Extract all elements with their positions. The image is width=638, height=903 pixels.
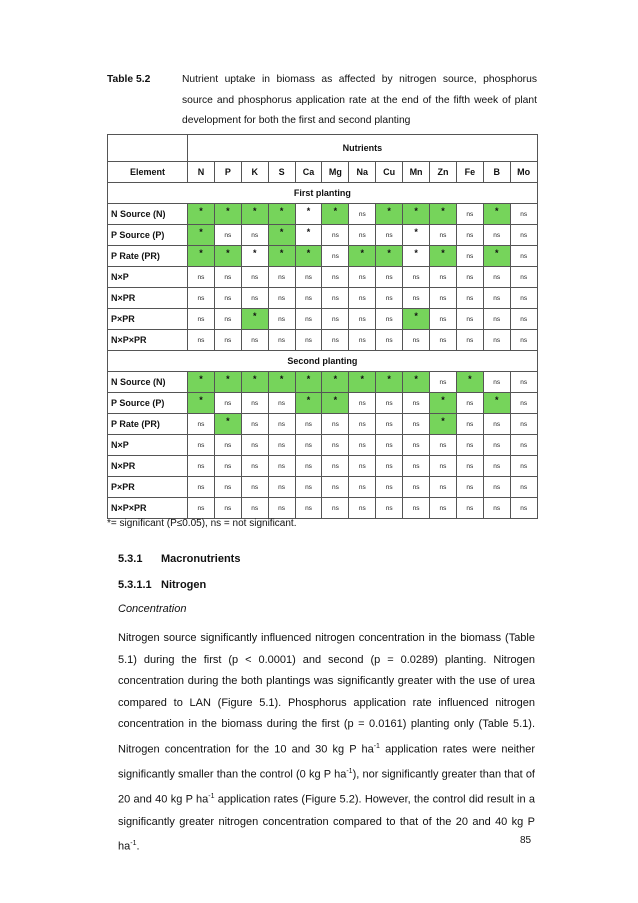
significant-cell: *	[214, 246, 241, 267]
not-significant-cell: ns	[268, 267, 295, 288]
not-significant-cell: ns	[376, 288, 403, 309]
section-number: 5.3.1	[118, 553, 143, 565]
significant-cell: *	[322, 393, 349, 414]
not-significant-cell: ns	[403, 456, 430, 477]
table-row	[108, 393, 538, 414]
significant-cell: *	[349, 246, 376, 267]
significant-cell: *	[295, 225, 322, 246]
column-header-k: K	[241, 162, 268, 183]
row-label: N×P×PR	[108, 330, 188, 351]
not-significant-cell: ns	[322, 225, 349, 246]
significant-cell: *	[188, 393, 215, 414]
page-number: 85	[520, 835, 532, 846]
table-row	[108, 309, 538, 330]
not-significant-cell: ns	[456, 477, 483, 498]
not-significant-cell: ns	[510, 456, 537, 477]
not-significant-cell: ns	[483, 498, 510, 519]
not-significant-cell: ns	[483, 435, 510, 456]
column-header-p: P	[214, 162, 241, 183]
not-significant-cell: ns	[510, 435, 537, 456]
not-significant-cell: ns	[295, 414, 322, 435]
section-title: Nitrogen	[161, 579, 207, 591]
column-header-mn: Mn	[403, 162, 430, 183]
not-significant-cell: ns	[376, 435, 403, 456]
not-significant-cell: ns	[483, 372, 510, 393]
not-significant-cell: ns	[510, 204, 537, 225]
column-header-row	[108, 162, 538, 183]
not-significant-cell: ns	[349, 267, 376, 288]
not-significant-cell: ns	[188, 414, 215, 435]
row-label: N Source (N)	[108, 204, 188, 225]
not-significant-cell: ns	[510, 393, 537, 414]
section-title-row	[108, 183, 538, 204]
not-significant-cell: ns	[268, 309, 295, 330]
column-header-zn: Zn	[430, 162, 457, 183]
nutrient-significance-table	[107, 134, 538, 519]
not-significant-cell: ns	[483, 309, 510, 330]
not-significant-cell: ns	[214, 330, 241, 351]
table-label: Table 5.2	[107, 74, 151, 85]
not-significant-cell: ns	[295, 456, 322, 477]
table-row	[108, 204, 538, 225]
not-significant-cell: ns	[188, 435, 215, 456]
significant-cell: *	[349, 372, 376, 393]
section-title: Second planting	[108, 351, 538, 372]
row-label: N×P	[108, 435, 188, 456]
not-significant-cell: ns	[322, 498, 349, 519]
not-significant-cell: ns	[241, 330, 268, 351]
not-significant-cell: ns	[510, 246, 537, 267]
table-row	[108, 477, 538, 498]
not-significant-cell: ns	[483, 414, 510, 435]
element-header: Element	[108, 162, 188, 183]
not-significant-cell: ns	[456, 204, 483, 225]
table-row	[108, 414, 538, 435]
not-significant-cell: ns	[188, 477, 215, 498]
not-significant-cell: ns	[241, 435, 268, 456]
not-significant-cell: ns	[376, 393, 403, 414]
not-significant-cell: ns	[188, 498, 215, 519]
not-significant-cell: ns	[403, 393, 430, 414]
not-significant-cell: ns	[268, 498, 295, 519]
not-significant-cell: ns	[483, 267, 510, 288]
significant-cell: *	[403, 372, 430, 393]
not-significant-cell: ns	[241, 225, 268, 246]
not-significant-cell: ns	[214, 393, 241, 414]
section-title: Macronutrients	[161, 553, 241, 565]
not-significant-cell: ns	[241, 267, 268, 288]
table-row	[108, 498, 538, 519]
not-significant-cell: ns	[483, 288, 510, 309]
not-significant-cell: ns	[322, 246, 349, 267]
column-header-fe: Fe	[456, 162, 483, 183]
not-significant-cell: ns	[376, 456, 403, 477]
table-caption-text: Nutrient uptake in biomass as affected by nitrogen source, phosphorus source and phosphorus application rate at the end of the fifth week of plant development for both the first and second planting	[182, 74, 537, 126]
significant-cell: *	[188, 246, 215, 267]
section-heading-macronutrients	[118, 553, 240, 565]
not-significant-cell: ns	[349, 456, 376, 477]
column-header-b: B	[483, 162, 510, 183]
row-label: P Rate (PR)	[108, 246, 188, 267]
not-significant-cell: ns	[214, 309, 241, 330]
not-significant-cell: ns	[241, 288, 268, 309]
not-significant-cell: ns	[430, 330, 457, 351]
not-significant-cell: ns	[322, 288, 349, 309]
not-significant-cell: ns	[322, 477, 349, 498]
not-significant-cell: ns	[510, 372, 537, 393]
not-significant-cell: ns	[456, 246, 483, 267]
significant-cell: *	[403, 225, 430, 246]
not-significant-cell: ns	[188, 330, 215, 351]
column-header-mg: Mg	[322, 162, 349, 183]
significant-cell: *	[295, 372, 322, 393]
not-significant-cell: ns	[376, 225, 403, 246]
row-label: P Source (P)	[108, 225, 188, 246]
significant-cell: *	[241, 204, 268, 225]
table-row	[108, 267, 538, 288]
section-title-row	[108, 351, 538, 372]
not-significant-cell: ns	[403, 435, 430, 456]
section-number: 5.3.1.1	[118, 579, 152, 591]
not-significant-cell: ns	[349, 288, 376, 309]
not-significant-cell: ns	[241, 477, 268, 498]
not-significant-cell: ns	[456, 414, 483, 435]
not-significant-cell: ns	[349, 498, 376, 519]
row-label: N×PR	[108, 288, 188, 309]
not-significant-cell: ns	[430, 477, 457, 498]
not-significant-cell: ns	[322, 456, 349, 477]
not-significant-cell: ns	[430, 435, 457, 456]
table-footnote: *= significant (P≤0.05), ns = not significant.	[107, 518, 297, 529]
not-significant-cell: ns	[188, 456, 215, 477]
significant-cell: *	[268, 225, 295, 246]
not-significant-cell: ns	[188, 309, 215, 330]
not-significant-cell: ns	[214, 477, 241, 498]
table-row	[108, 330, 538, 351]
significant-cell: *	[188, 204, 215, 225]
table-row	[108, 225, 538, 246]
row-label: N×P×PR	[108, 498, 188, 519]
not-significant-cell: ns	[510, 225, 537, 246]
table-header-row	[108, 135, 538, 162]
significant-cell: *	[268, 372, 295, 393]
significant-cell: *	[188, 225, 215, 246]
not-significant-cell: ns	[430, 309, 457, 330]
not-significant-cell: ns	[483, 225, 510, 246]
not-significant-cell: ns	[430, 267, 457, 288]
not-significant-cell: ns	[403, 414, 430, 435]
significant-cell: *	[295, 246, 322, 267]
not-significant-cell: ns	[349, 477, 376, 498]
not-significant-cell: ns	[241, 456, 268, 477]
significant-cell: *	[295, 393, 322, 414]
significant-cell: *	[430, 414, 457, 435]
significant-cell: *	[483, 393, 510, 414]
not-significant-cell: ns	[295, 477, 322, 498]
not-significant-cell: ns	[403, 477, 430, 498]
not-significant-cell: ns	[456, 288, 483, 309]
table-row	[108, 456, 538, 477]
row-label: N Source (N)	[108, 372, 188, 393]
not-significant-cell: ns	[241, 414, 268, 435]
not-significant-cell: ns	[430, 288, 457, 309]
section-heading-nitrogen	[118, 579, 206, 591]
column-header-n: N	[188, 162, 215, 183]
not-significant-cell: ns	[268, 477, 295, 498]
significant-cell: *	[241, 372, 268, 393]
not-significant-cell: ns	[483, 330, 510, 351]
not-significant-cell: ns	[268, 456, 295, 477]
significant-cell: *	[241, 309, 268, 330]
significant-cell: *	[430, 393, 457, 414]
not-significant-cell: ns	[376, 267, 403, 288]
not-significant-cell: ns	[268, 435, 295, 456]
not-significant-cell: ns	[322, 330, 349, 351]
not-significant-cell: ns	[430, 456, 457, 477]
significant-cell: *	[188, 372, 215, 393]
significant-cell: *	[214, 204, 241, 225]
row-label: N×P	[108, 267, 188, 288]
not-significant-cell: ns	[403, 288, 430, 309]
not-significant-cell: ns	[510, 477, 537, 498]
not-significant-cell: ns	[295, 330, 322, 351]
not-significant-cell: ns	[295, 267, 322, 288]
table-row	[108, 246, 538, 267]
significant-cell: *	[376, 204, 403, 225]
not-significant-cell: ns	[349, 330, 376, 351]
not-significant-cell: ns	[322, 309, 349, 330]
not-significant-cell: ns	[456, 225, 483, 246]
not-significant-cell: ns	[268, 330, 295, 351]
not-significant-cell: ns	[456, 393, 483, 414]
not-significant-cell: ns	[403, 330, 430, 351]
significant-cell: *	[241, 246, 268, 267]
not-significant-cell: ns	[349, 204, 376, 225]
significant-cell: *	[268, 246, 295, 267]
not-significant-cell: ns	[214, 267, 241, 288]
table-row	[108, 372, 538, 393]
not-significant-cell: ns	[403, 498, 430, 519]
not-significant-cell: ns	[268, 393, 295, 414]
significant-cell: *	[322, 372, 349, 393]
not-significant-cell: ns	[456, 498, 483, 519]
not-significant-cell: ns	[349, 435, 376, 456]
not-significant-cell: ns	[295, 498, 322, 519]
not-significant-cell: ns	[349, 414, 376, 435]
not-significant-cell: ns	[376, 414, 403, 435]
row-label: P Rate (PR)	[108, 414, 188, 435]
not-significant-cell: ns	[295, 435, 322, 456]
not-significant-cell: ns	[376, 498, 403, 519]
not-significant-cell: ns	[510, 267, 537, 288]
not-significant-cell: ns	[430, 225, 457, 246]
not-significant-cell: ns	[376, 330, 403, 351]
significant-cell: *	[456, 372, 483, 393]
not-significant-cell: ns	[295, 309, 322, 330]
not-significant-cell: ns	[456, 309, 483, 330]
column-header-cu: Cu	[376, 162, 403, 183]
not-significant-cell: ns	[241, 498, 268, 519]
not-significant-cell: ns	[241, 393, 268, 414]
table-row	[108, 435, 538, 456]
column-header-ca: Ca	[295, 162, 322, 183]
not-significant-cell: ns	[214, 288, 241, 309]
not-significant-cell: ns	[483, 456, 510, 477]
section-title: First planting	[108, 183, 538, 204]
significant-cell: *	[268, 204, 295, 225]
not-significant-cell: ns	[295, 288, 322, 309]
not-significant-cell: ns	[322, 435, 349, 456]
not-significant-cell: ns	[214, 456, 241, 477]
significant-cell: *	[483, 204, 510, 225]
row-label: P×PR	[108, 477, 188, 498]
not-significant-cell: ns	[510, 414, 537, 435]
not-significant-cell: ns	[403, 267, 430, 288]
table-row	[108, 288, 538, 309]
not-significant-cell: ns	[510, 498, 537, 519]
not-significant-cell: ns	[510, 330, 537, 351]
not-significant-cell: ns	[349, 393, 376, 414]
significant-cell: *	[376, 246, 403, 267]
column-header-na: Na	[349, 162, 376, 183]
not-significant-cell: ns	[483, 477, 510, 498]
not-significant-cell: ns	[349, 225, 376, 246]
header-spacer	[108, 135, 188, 162]
not-significant-cell: ns	[214, 498, 241, 519]
not-significant-cell: ns	[430, 498, 457, 519]
not-significant-cell: ns	[214, 225, 241, 246]
not-significant-cell: ns	[376, 309, 403, 330]
row-label: P Source (P)	[108, 393, 188, 414]
not-significant-cell: ns	[456, 435, 483, 456]
significant-cell: *	[322, 204, 349, 225]
row-label: P×PR	[108, 309, 188, 330]
significant-cell: *	[403, 309, 430, 330]
not-significant-cell: ns	[268, 288, 295, 309]
not-significant-cell: ns	[456, 330, 483, 351]
significant-cell: *	[430, 246, 457, 267]
nutrients-group-header: Nutrients	[188, 135, 538, 162]
not-significant-cell: ns	[430, 372, 457, 393]
not-significant-cell: ns	[322, 267, 349, 288]
significant-cell: *	[295, 204, 322, 225]
not-significant-cell: ns	[510, 309, 537, 330]
significant-cell: *	[376, 372, 403, 393]
not-significant-cell: ns	[268, 414, 295, 435]
not-significant-cell: ns	[456, 267, 483, 288]
significant-cell: *	[430, 204, 457, 225]
column-header-mo: Mo	[510, 162, 537, 183]
significant-cell: *	[403, 204, 430, 225]
not-significant-cell: ns	[214, 435, 241, 456]
significant-cell: *	[214, 372, 241, 393]
column-header-s: S	[268, 162, 295, 183]
significant-cell: *	[214, 414, 241, 435]
significant-cell: *	[403, 246, 430, 267]
not-significant-cell: ns	[510, 288, 537, 309]
not-significant-cell: ns	[322, 414, 349, 435]
body-paragraph: Nitrogen source significantly influenced nitrogen concentration in the biomass (Table 5.1) during the first (p < 0.0001) and second (p = 0.0289) planting. Nitrogen concentration during the both plantings was significantly greater with the use of urea compared to LAN (Figure 5.1). Phosphorus application rate influenced nitrogen concentration in the biomass during the first (p = 0.0161) planting only (Table 5.1). Nitrogen concentration for the 10 and 30 kg P $ha^{-1}$ application rates were neither significantly smaller than the control (0 kg P $ha^{-1}$), nor significantly greater than that of 20 and 40 kg P $ha^{-1}$ application rates (Figure 5.2). However, the control did result in a significantly greater nitrogen concentration compared to that of the 20 and 40 kg P $ha^{-1}$.	[118, 632, 535, 853]
not-significant-cell: ns	[188, 288, 215, 309]
significant-cell: *	[483, 246, 510, 267]
not-significant-cell: ns	[456, 456, 483, 477]
row-label: N×PR	[108, 456, 188, 477]
subheading-concentration: Concentration	[118, 603, 187, 615]
not-significant-cell: ns	[188, 267, 215, 288]
not-significant-cell: ns	[349, 309, 376, 330]
not-significant-cell: ns	[376, 477, 403, 498]
